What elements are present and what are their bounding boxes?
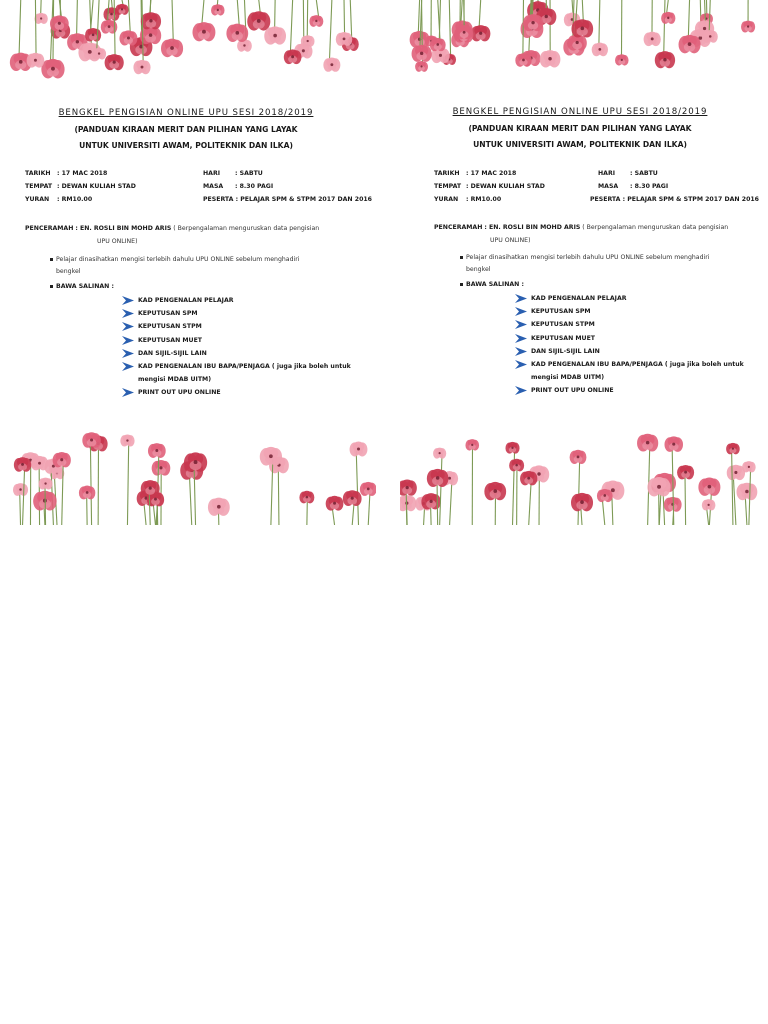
poppy-flower-icon <box>703 30 718 43</box>
chevron-arrow-icon <box>514 293 528 304</box>
chevron-arrow-icon <box>121 348 135 359</box>
yuran-value: : RM10.00 <box>466 196 502 203</box>
list-item: KAD PENGENALAN PELAJAR <box>514 292 764 305</box>
chevron-arrow-icon <box>121 295 135 306</box>
detail-tempat <box>25 183 136 190</box>
speaker-label: PENCERAMAH <box>434 224 483 231</box>
poppy-flower-icon <box>664 436 683 452</box>
poppy-flower-icon <box>133 60 150 74</box>
poppy-flower-icon <box>360 482 376 496</box>
masa-value: : 8.30 PAGI <box>630 183 669 190</box>
poppy-flower-icon <box>677 465 694 479</box>
speaker-info <box>25 222 365 248</box>
yuran-label: YURAN <box>25 196 50 203</box>
chevron-arrow-icon <box>121 335 135 346</box>
bullet-advice <box>56 254 356 278</box>
poppy-flower-icon <box>702 499 716 510</box>
poppy-flower-icon <box>637 434 658 452</box>
list-item: PRINT OUT UPU ONLINE <box>121 386 371 399</box>
flower-border-top-icon <box>6 0 376 80</box>
bullet-advice-line1: Pelajar dinasihatkan mengisi terlebih dahulu UPU ONLINE sebelum menghadiri <box>56 256 300 263</box>
tempat-value: : DEWAN KULIAH STAD <box>57 183 136 190</box>
chevron-arrow-icon <box>514 359 528 370</box>
bullet-advice-line2: bengkel <box>56 268 81 275</box>
yuran-label: YURAN <box>434 196 459 203</box>
hari-label: HARI <box>203 170 221 177</box>
chevron-arrow-icon <box>121 361 135 372</box>
poppy-flower-icon <box>726 443 740 454</box>
poppy-flower-icon <box>412 45 432 62</box>
poppy-flower-icon <box>571 493 593 512</box>
peserta-value: : PELAJAR SPM & STPM 2017 DAN 2016 <box>235 196 372 203</box>
tarikh-label: TARIKH <box>434 170 460 177</box>
flyer-subtitle-line2: UNTUK UNIVERSITI AWAM, POLITEKNIK DAN ILKA) <box>79 141 293 150</box>
bullet-icon <box>50 258 53 261</box>
bullet-advice <box>466 252 766 276</box>
peserta-value: : PELAJAR SPM & STPM 2017 DAN 2016 <box>622 196 759 203</box>
list-item: KAD PENGENALAN PELAJAR <box>121 294 371 307</box>
masa-value: : 8.30 PAGI <box>235 183 274 190</box>
poppy-flower-icon <box>161 39 183 58</box>
list-item: DAN SIJIL-SIJIL LAIN <box>514 345 764 358</box>
list-item: KEPUTUSAN MUET <box>121 334 371 347</box>
poppy-flower-icon <box>400 495 416 511</box>
poppy-flower-icon <box>299 491 314 504</box>
tempat-label: TEMPAT <box>434 183 462 190</box>
poppy-flower-icon <box>141 12 161 29</box>
poppy-flower-icon <box>284 49 302 64</box>
poppy-flower-icon <box>184 452 207 472</box>
document-list <box>121 294 371 400</box>
poppy-flower-icon <box>152 460 171 476</box>
bullet-icon <box>460 283 463 286</box>
masa-label: MASA <box>203 183 224 190</box>
poppy-flower-icon <box>34 13 47 24</box>
detail-yuran <box>25 196 92 203</box>
poppy-flower-icon <box>105 54 124 70</box>
poppy-flower-icon <box>456 25 473 39</box>
poppy-flower-icon <box>698 477 720 495</box>
poppy-flower-icon <box>13 483 28 496</box>
list-item-cont: mengisi MDAB UITM) <box>138 376 212 384</box>
speaker-desc: ( Berpengalaman menguruskan data pengisian <box>582 224 729 231</box>
chevron-arrow-icon <box>514 333 528 344</box>
flyer-right <box>400 0 768 525</box>
poppy-flower-icon <box>141 480 160 496</box>
poppy-flower-icon <box>119 30 137 45</box>
poppy-flower-icon <box>655 51 675 68</box>
poppy-flower-icon <box>192 22 215 41</box>
detail-peserta <box>590 196 759 203</box>
poppy-flower-icon <box>323 57 340 71</box>
list-item: KEPUTUSAN SPM <box>514 305 764 318</box>
hari-value: : SABTU <box>630 170 658 177</box>
poppy-flower-icon <box>50 15 69 31</box>
chevron-arrow-icon <box>121 308 135 319</box>
poppy-flower-icon <box>509 459 524 472</box>
bullet-icon <box>50 285 53 288</box>
tempat-value: : DEWAN KULIAH STAD <box>466 183 545 190</box>
poppy-flower-icon <box>430 38 446 51</box>
poppy-flower-icon <box>737 483 758 501</box>
chevron-arrow-icon <box>514 385 528 396</box>
poppy-flower-icon <box>226 24 248 42</box>
poppy-flower-icon <box>597 489 613 502</box>
poppy-flower-icon <box>27 53 45 68</box>
list-item: KEPUTUSAN STPM <box>121 320 371 333</box>
speaker-info <box>434 221 764 247</box>
flower-border-bottom-icon <box>6 430 376 525</box>
poppy-flower-icon <box>14 457 31 472</box>
poppy-flower-icon <box>211 4 224 15</box>
poppy-flower-icon <box>615 54 628 65</box>
detail-masa <box>203 183 273 190</box>
chevron-arrow-icon <box>121 387 135 398</box>
poppy-flower-icon <box>679 35 701 54</box>
list-item: KEPUTUSAN SPM <box>121 307 371 320</box>
poppy-flower-icon <box>350 441 368 456</box>
bullet-bring-copies <box>56 281 114 293</box>
speaker-label: PENCERAMAH <box>25 225 74 232</box>
poppy-flower-icon <box>741 21 755 33</box>
poppy-flower-icon <box>260 447 282 466</box>
list-item-cont: mengisi MDAB UITM) <box>531 374 605 382</box>
poppy-flower-icon <box>247 11 270 30</box>
list-item: DAN SIJIL-SIJIL LAIN <box>121 347 371 360</box>
poppy-flower-icon <box>427 469 449 487</box>
bullet-advice-line1: Pelajar dinasihatkan mengisi terlebih dahulu UPU ONLINE sebelum menghadiri <box>466 254 710 261</box>
tarikh-label: TARIKH <box>25 170 51 177</box>
chevron-arrow-icon <box>121 321 135 332</box>
tarikh-value: : 17 MAC 2018 <box>57 170 108 177</box>
flower-border-bottom-icon <box>400 430 768 525</box>
document-list <box>514 292 764 398</box>
poppy-flower-icon <box>433 448 446 459</box>
hari-value: : SABTU <box>235 170 263 177</box>
chevron-arrow-icon <box>514 319 528 330</box>
poppy-flower-icon <box>115 4 128 15</box>
poppy-flower-icon <box>515 53 531 67</box>
poppy-flower-icon <box>53 452 71 467</box>
detail-hari <box>598 170 658 177</box>
tempat-label: TEMPAT <box>25 183 53 190</box>
poppy-flower-icon <box>400 479 417 495</box>
poppy-flower-icon <box>336 32 352 46</box>
bullet-bring-copies <box>466 279 524 291</box>
yuran-value: : RM10.00 <box>57 196 93 203</box>
hari-label: HARI <box>598 170 616 177</box>
peserta-label: PESERTA <box>590 196 621 203</box>
speaker-desc: ( Berpengalaman menguruskan data pengisian <box>173 225 320 232</box>
poppy-flower-icon <box>208 498 230 516</box>
flower-border-top-icon <box>400 0 768 80</box>
list-item: PRINT OUT UPU ONLINE <box>514 384 764 397</box>
poppy-flower-icon <box>85 28 101 42</box>
flyer-subtitle-line1: (PANDUAN KIRAAN MERIT DAN PILIHAN YANG LAYAK <box>74 125 298 134</box>
poppy-flower-icon <box>301 35 315 46</box>
flyer-title: BENGKEL PENGISIAN ONLINE UPU SESI 2018/2019 <box>452 107 708 117</box>
poppy-flower-icon <box>465 439 479 450</box>
poppy-flower-icon <box>661 12 675 24</box>
chevron-arrow-icon <box>514 306 528 317</box>
list-item: KAD PENGENALAN IBU BAPA/PENJAGA ( juga jika boleh untuk mengisi MDAB UITM) <box>514 358 764 384</box>
flyer-title: BENGKEL PENGISIAN ONLINE UPU SESI 2018/2019 <box>58 108 314 118</box>
flyer-subtitle-line1: (PANDUAN KIRAAN MERIT DAN PILIHAN YANG LAYAK <box>468 124 692 133</box>
poppy-flower-icon <box>264 26 286 44</box>
poppy-flower-icon <box>41 59 64 79</box>
poppy-flower-icon <box>326 496 344 511</box>
detail-hari <box>203 170 263 177</box>
detail-yuran <box>434 196 501 203</box>
poppy-flower-icon <box>82 432 100 448</box>
flyer-subtitle-line2: UNTUK UNIVERSITI AWAM, POLITEKNIK DAN ILKA) <box>473 140 687 149</box>
list-item: KAD PENGENALAN IBU BAPA/PENJAGA ( juga jika boleh untuk mengisi MDAB UITM) <box>121 360 371 386</box>
poppy-flower-icon <box>92 48 106 60</box>
flyer-left <box>6 0 376 525</box>
list-item: KEPUTUSAN STPM <box>514 318 764 331</box>
poppy-flower-icon <box>39 478 53 490</box>
speaker-desc-cont: UPU ONLINE) <box>490 237 531 244</box>
detail-tempat <box>434 183 545 190</box>
peserta-label: PESERTA <box>203 196 234 203</box>
speaker-name: : EN. ROSLI BIN MOHD ARIS <box>75 225 172 232</box>
tarikh-value: : 17 MAC 2018 <box>466 170 517 177</box>
masa-label: MASA <box>598 183 619 190</box>
poppy-flower-icon <box>484 482 506 500</box>
bullet-bring-copies-label: BAWA SALINAN : <box>56 283 114 290</box>
poppy-flower-icon <box>571 19 593 37</box>
poppy-flower-icon <box>79 486 95 500</box>
detail-masa <box>598 183 668 190</box>
poppy-flower-icon <box>742 461 756 472</box>
speaker-desc-cont: UPU ONLINE) <box>97 238 138 245</box>
bullet-advice-line2: bengkel <box>466 266 491 273</box>
poppy-flower-icon <box>520 471 537 486</box>
poppy-flower-icon <box>540 50 561 67</box>
speaker-name: : EN. ROSLI BIN MOHD ARIS <box>484 224 581 231</box>
poppy-flower-icon <box>471 25 490 41</box>
poppy-flower-icon <box>309 15 323 27</box>
bullet-bring-copies-label: BAWA SALINAN : <box>466 281 524 288</box>
poppy-flower-icon <box>148 443 166 458</box>
poppy-flower-icon <box>592 43 608 57</box>
poppy-flower-icon <box>31 456 48 471</box>
poppy-flower-icon <box>120 435 134 447</box>
poppy-flower-icon <box>647 477 670 496</box>
detail-tarikh <box>434 170 516 177</box>
bullet-icon <box>460 256 463 259</box>
list-item: KEPUTUSAN MUET <box>514 332 764 345</box>
detail-tarikh <box>25 170 107 177</box>
poppy-flower-icon <box>523 14 543 31</box>
poppy-flower-icon <box>415 61 428 72</box>
detail-peserta <box>203 196 372 203</box>
poppy-flower-icon <box>570 450 587 464</box>
chevron-arrow-icon <box>514 346 528 357</box>
poppy-flower-icon <box>644 32 661 46</box>
poppy-flower-icon <box>343 490 362 506</box>
poppy-flower-icon <box>505 442 519 454</box>
